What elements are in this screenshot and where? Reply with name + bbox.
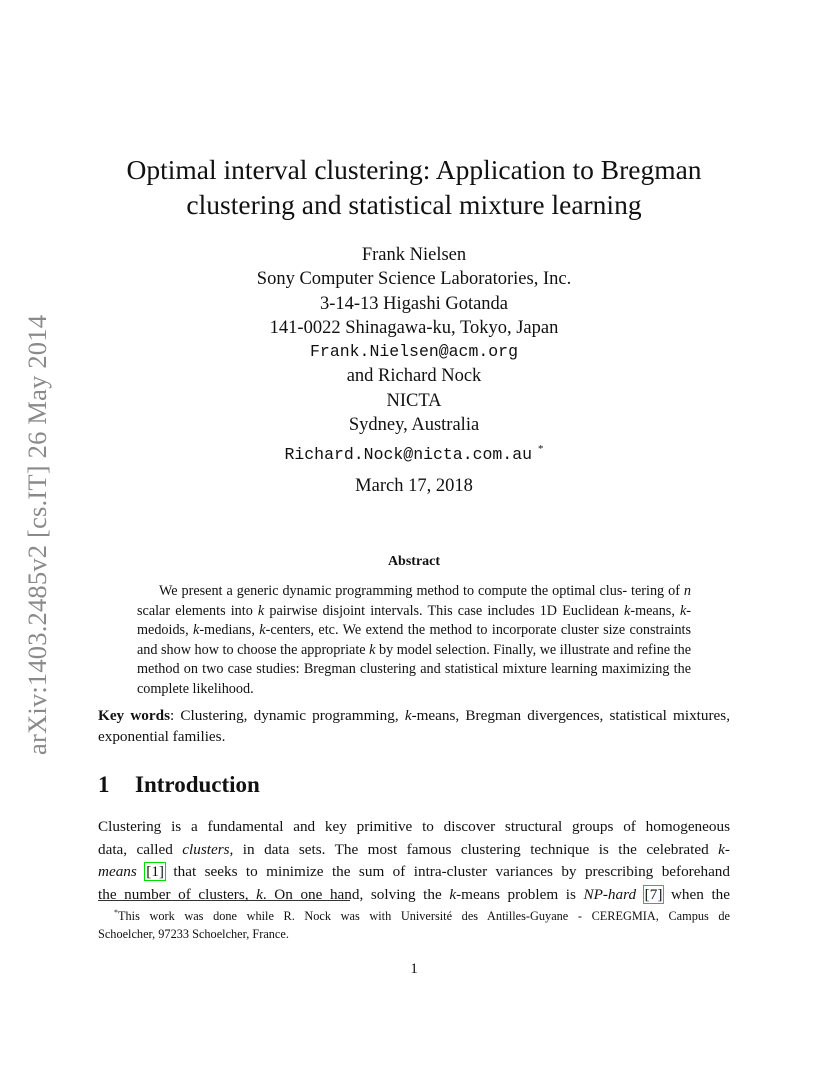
intro-text: . On one hand, solving the [262,885,450,903]
abstract-text: We present a generic dynamic programming method to compute the optimal clus- [159,583,628,599]
intro-line: Clustering is a fundamental and key primitive to discover structural groups of homogeneous [98,818,730,835]
math-k: k [257,602,265,619]
abstract-text: pairwise disjoint intervals. This case includes 1D [264,602,558,619]
intro-text: data, called [98,840,183,858]
citation-link-7[interactable]: [7] [644,885,663,903]
intro-text: when the [663,885,731,903]
term-clusters: clusters [182,840,230,858]
keywords-text: -means, Bregman divergences, statistical [411,707,667,724]
abstract-text: -means, [630,602,680,619]
abstract-text: clustering and statistical mixture learning maximizing the complete likelihood. [137,661,692,697]
section-number: 1 [98,772,110,797]
author-address-2: 141-0022 Shinagawa-ku, Tokyo, Japan [269,317,559,338]
keywords-text: : Clustering, dynamic programming, [170,707,405,724]
math-k: k [718,840,725,858]
title-line-1: Optimal interval clustering: Application to Bregman [126,154,702,185]
intro-text: - [724,840,730,858]
author-email-1[interactable]: Frank.Nielsen@acm.org [310,342,518,362]
keywords-label: Key words [98,707,170,724]
footnote-text: This work was done while R. Nock was with Université des Antilles-Guyane - CEREGMIA, Campus de [118,909,730,923]
abstract-text: tering of [631,583,684,599]
math-k: k [259,622,266,638]
citation-link-1[interactable]: [1] [146,863,164,880]
keywords-paragraph [98,706,730,747]
intro-line [98,884,730,907]
paper-date: March 17, 2018 [355,476,473,496]
intro-text: -means problem is [456,885,584,903]
author-affiliation-2: NICTA [386,390,442,411]
footnote [98,904,730,943]
footnote-marker[interactable]: * [538,443,544,456]
abstract-text: scalar elements into [137,602,258,619]
title-line-2: clustering and statistical mixture learning [186,189,642,220]
intro-line [98,861,730,884]
footnote-mark: * [114,908,118,917]
intro-text: , in data sets. The most famous clustering technique is the celebrated [229,840,719,858]
math-k: k [679,602,687,619]
section-title: Introduction [135,772,260,797]
author-email-2[interactable]: Richard.Nock@nicta.com.au [284,445,533,465]
keywords-text: mixtures, exponential families. [98,707,730,745]
citation-number: 1 [151,863,159,880]
abstract-text: Euclidean [562,602,625,619]
intro-text: the number of clusters, [98,885,257,903]
term-means: means [98,863,137,880]
citation-number: 7 [649,885,658,903]
abstract-text: -medians, [199,622,260,638]
math-k: k [193,622,200,638]
introduction-paragraph [98,816,730,906]
author-block [114,243,714,468]
footnote-divider [98,900,350,901]
abstract-text: -medoids, [137,602,692,638]
author-address-1: 3-14-13 Higashi Gotanda [319,293,509,314]
section-heading-introduction [98,772,260,798]
page-number: 1 [410,960,418,977]
author-email-2-line [114,437,714,467]
intro-text: that seeks to minimize the sum of intra-cluster variances by prescribing beforehand [164,863,730,880]
footnote-line-1 [98,904,730,925]
math-k: k [369,641,376,658]
arxiv-identifier-stamp: arXiv:1403.2485v2 [cs.IT] 26 May 2014 [22,314,52,755]
math-k: k [256,885,263,903]
abstract-text: -centers, etc. We extend the method to [265,622,488,638]
intro-line [98,839,730,862]
term-np-hard: NP-hard [583,885,637,903]
author-affiliation-1: Sony Computer Science Laboratories, Inc. [256,269,572,290]
abstract-text: by model [375,641,433,658]
math-k: k [624,602,631,619]
footnote-line-2: Schoelcher, 97233 Schoelcher, France. [98,927,289,941]
math-k: k [449,885,457,903]
author-address-3: Sydney, Australia [348,415,480,436]
abstract-heading: Abstract [387,554,441,569]
author-name-2: and Richard Nock [346,366,482,387]
abstract-text: selection. Finally, we illustrate and refine the method on two case studies: Bregman [137,641,691,677]
abstract-body [137,582,691,699]
abstract-text: incorporate cluster size constraints and show how to choose the appropriate [137,622,691,658]
math-k: k [404,707,412,724]
paper-title [60,152,768,222]
author-name-1: Frank Nielsen [361,245,467,265]
math-n: n [683,583,692,599]
